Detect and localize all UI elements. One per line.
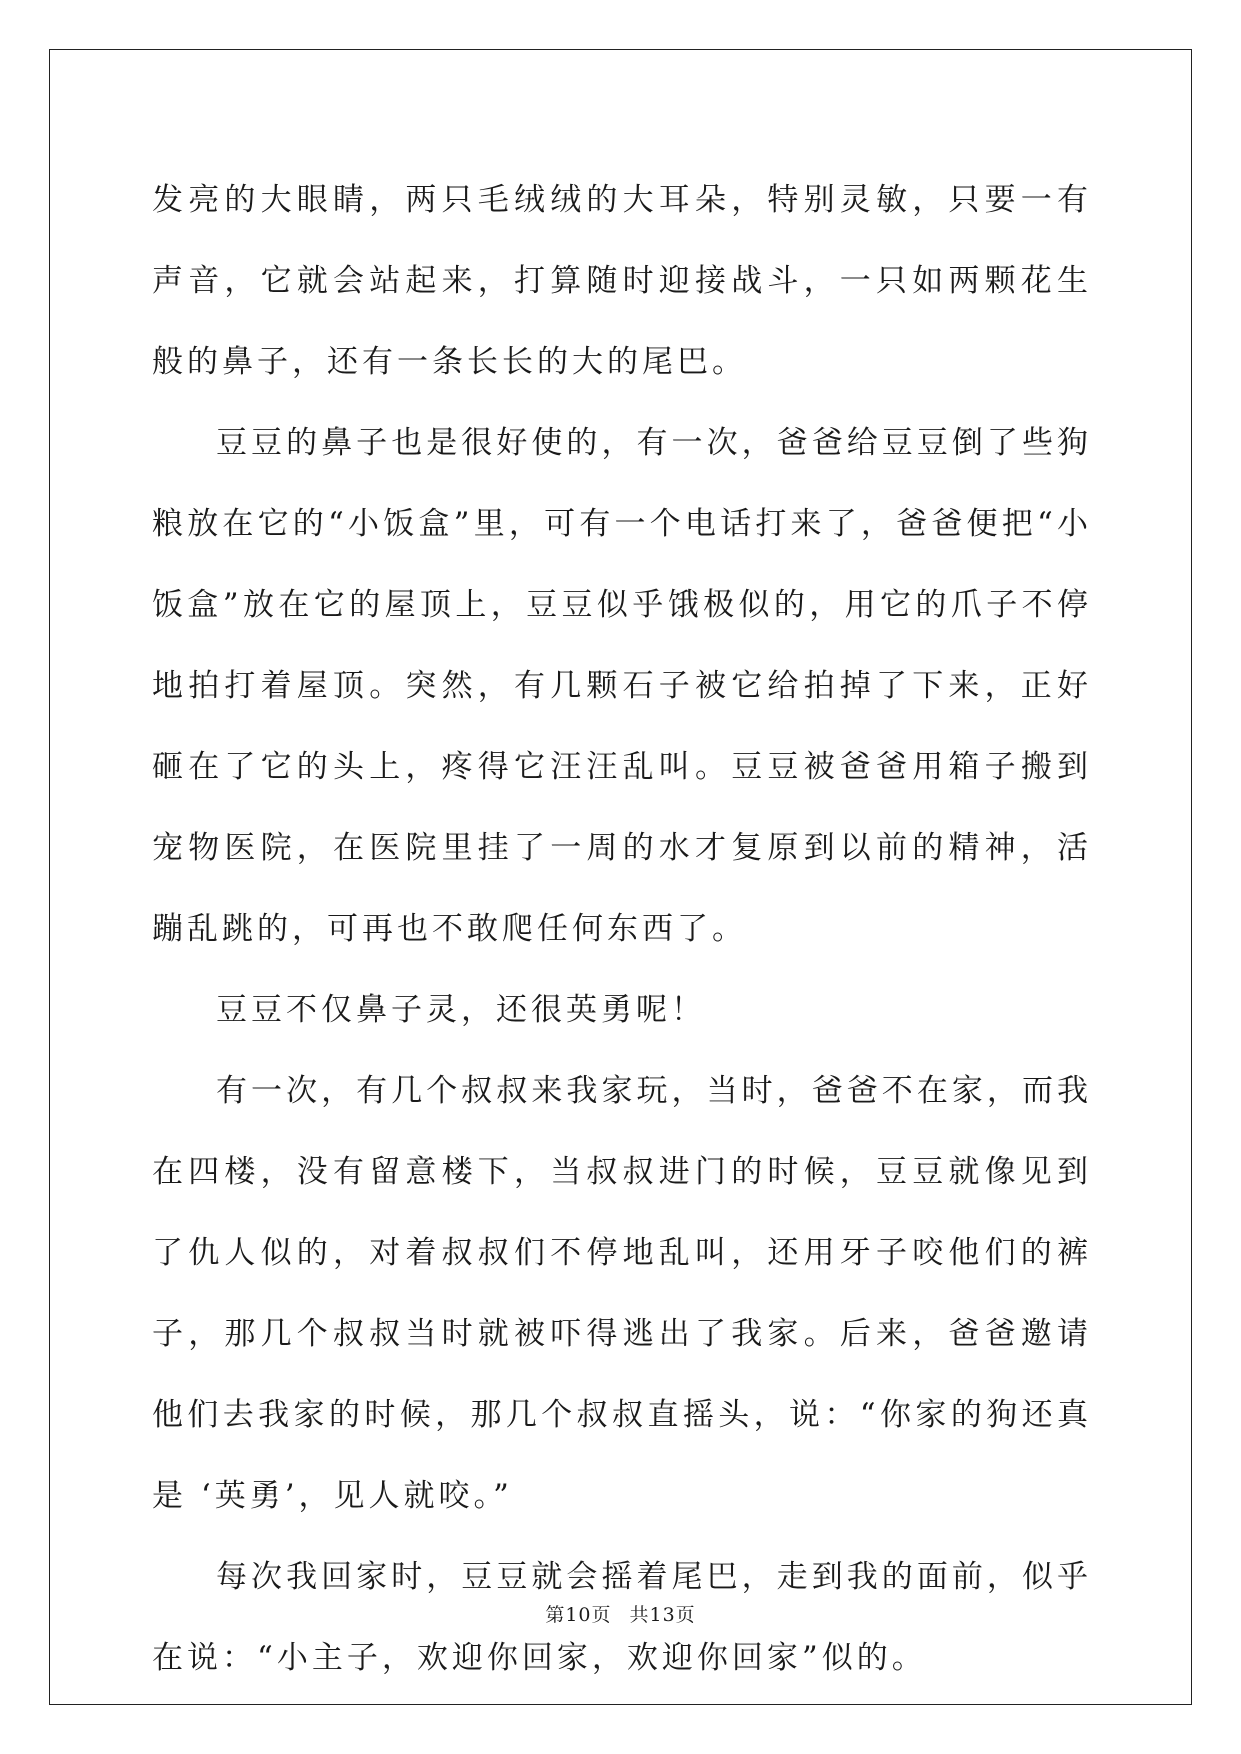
document-body xyxy=(152,160,1092,1699)
paragraph-3: 豆豆不仅鼻子灵，还很英勇呢！ xyxy=(216,992,706,1028)
paragraph-4: 有一次，有几个叔叔来我家玩，当时，爸爸不在家，而我在四楼，没有留意楼下，当叔叔进门的时候，豆豆就像见到了仇人似的，对着叔叔们不停地乱叫，还用牙子咬他们的裤子，那几个叔叔当时就被吓得逃出了我家。后来，爸爸邀请他们去我家的时候，那几个叔叔直摇头，说：“你家的狗还真是 ‘英勇’，见人就咬。” xyxy=(152,1073,1092,1514)
page-footer xyxy=(0,1600,1241,1627)
paragraph-1: 发亮的大眼睛，两只毛绒绒的大耳朵，特别灵敏，只要一有声音，它就会站起来，打算随时迎接战斗，一只如两颗花生般的鼻子，还有一条长长的大的尾巴。 xyxy=(152,182,1092,380)
paragraph-5: 每次我回家时，豆豆就会摇着尾巴，走到我的面前，似乎在说：“小主子，欢迎你回家，欢迎你回家”似的。 xyxy=(152,1559,1092,1676)
page-total: 共13页 xyxy=(629,1604,696,1626)
page-number: 第10页 xyxy=(545,1604,612,1626)
paragraph-2: 豆豆的鼻子也是很好使的，有一次，爸爸给豆豆倒了些狗粮放在它的“小饭盒”里，可有一个电话打来了，爸爸便把“小饭盒”放在它的屋顶上，豆豆似乎饿极似的，用它的爪子不停地拍打着屋顶。突然，有几颗石子被它给拍掉了下来，正好砸在了它的头上，疼得它汪汪乱叫。豆豆被爸爸用箱子搬到宠物医院，在医院里挂了一周的水才复原到以前的精神，活蹦乱跳的，可再也不敢爬任何东西了。 xyxy=(152,425,1092,947)
